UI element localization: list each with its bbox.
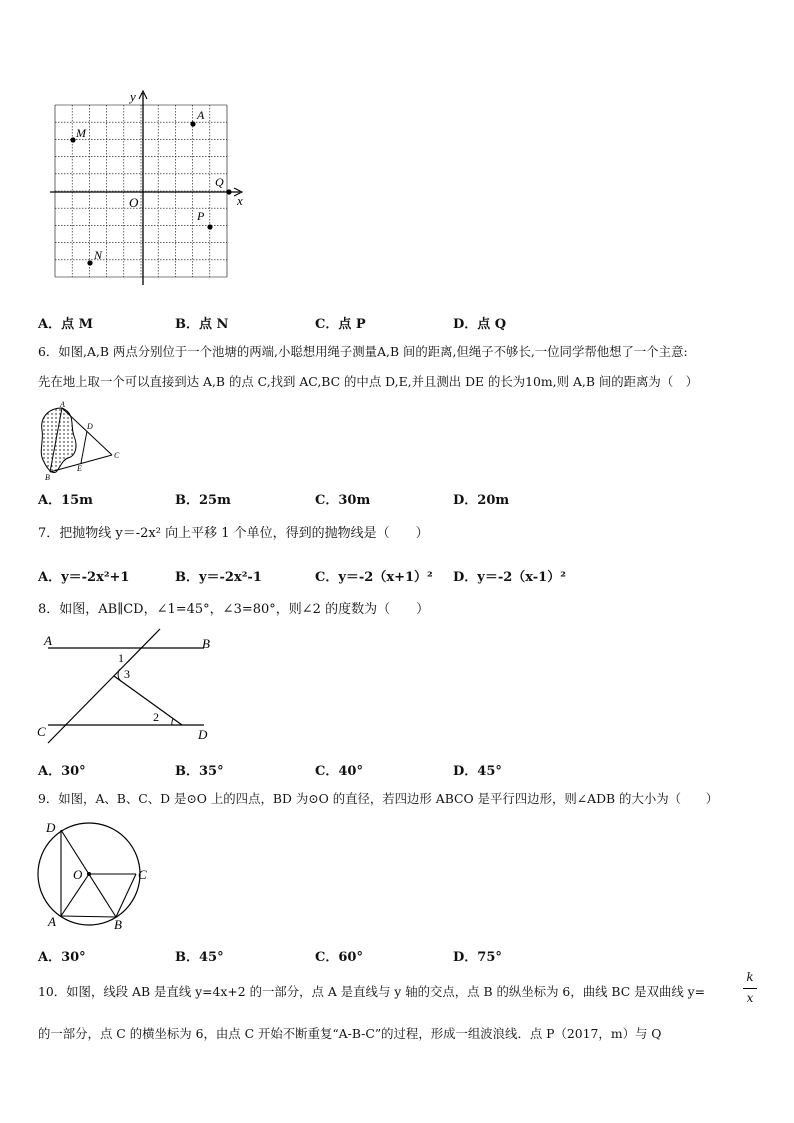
segment-ab	[61, 916, 116, 917]
q6-label-e: E	[77, 464, 82, 473]
q6-question-line-2: 先在地上取一个可以直接到达 A,B 的点 C,找到 AC,BC 的中点 D,E,并且测出 DE 的长为10m,则 A,B 间的距离为（ ）	[38, 374, 698, 389]
q5-option-b[interactable]: B．点 N	[175, 317, 229, 332]
q7-option-c[interactable]: C．y＝-2（x+1）²	[315, 570, 433, 585]
segment-de	[81, 431, 87, 463]
q6-question-line-1: 6．如图,A,B 两点分别位于一个池塘的两端,小聪想用绳子测量A,B 间的距离,但绳子不够长,一位同学帮他想了一个主意:	[38, 344, 688, 359]
point-p-dot	[207, 224, 212, 229]
origin-label: O	[129, 195, 139, 210]
q8-parallel-lines-figure	[32, 625, 217, 747]
q8-option-d[interactable]: D．45°	[453, 764, 502, 779]
q9-label-b: B	[114, 917, 122, 930]
q7-option-a[interactable]: A．y＝-2x²+1	[38, 570, 130, 585]
q6-pond-triangle-figure	[30, 400, 130, 482]
q10-question-line-2: 的一部分，点 C 的横坐标为 6，由点 C 开始不断重复“A-B-C”的过程，形成一组波浪线．点 P（2017，m）与 Q	[38, 1026, 662, 1041]
q7-option-b[interactable]: B．y＝-2x²-1	[175, 570, 262, 585]
q8-option-c[interactable]: C．40°	[315, 764, 363, 779]
point-m-dot	[70, 137, 75, 142]
q8-option-a[interactable]: A．30°	[38, 764, 86, 779]
q10-fraction-denominator: x	[746, 991, 754, 1005]
q9-option-b[interactable]: B．45°	[175, 950, 224, 965]
q9-option-d[interactable]: D．75°	[453, 950, 502, 965]
transversal	[48, 629, 160, 743]
q6-option-a[interactable]: A．15m	[38, 493, 93, 508]
q8-label-b: B	[202, 636, 210, 651]
center-dot	[87, 872, 91, 876]
point-n-dot	[87, 260, 92, 265]
q5-option-a[interactable]: A．点 M	[38, 317, 94, 332]
q8-angle-3-label: 3	[124, 667, 130, 681]
q8-angle-1-label: 1	[118, 651, 124, 665]
angle-2-arc	[172, 719, 173, 725]
pond-shape	[41, 408, 76, 473]
q6-option-c[interactable]: C．30m	[315, 493, 371, 508]
q10-question-line-1: 10．如图，线段 AB 是直线 y=4x+2 的一部分，点 A 是直线与 y 轴的交点，点 B 的纵坐标为 6，曲线 BC 是双曲线 y=	[38, 984, 706, 999]
q6-option-d[interactable]: D．20m	[453, 493, 510, 508]
q9-option-a[interactable]: A．30°	[38, 950, 86, 965]
q8-angle-2-label: 2	[153, 710, 159, 724]
q6-label-b: B	[45, 473, 50, 482]
q9-label-c: C	[138, 867, 147, 882]
q9-circle-figure	[34, 818, 154, 930]
segment-bc	[116, 874, 136, 917]
q10-fraction-bar	[743, 988, 757, 989]
point-m-label: M	[76, 126, 86, 140]
q9-label-d: D	[46, 820, 56, 835]
point-p-label: P	[197, 209, 205, 223]
q6-label-a: A	[60, 400, 65, 409]
q9-option-c[interactable]: C．60°	[315, 950, 363, 965]
q7-question-line-1: 7．把抛物线 y＝-2x² 向上平移 1 个单位，得到的抛物线是（ ）	[38, 526, 429, 541]
q5-option-c[interactable]: C．点 P	[315, 317, 366, 332]
q10-fraction-numerator: k	[746, 970, 754, 984]
q8-option-b[interactable]: B．35°	[175, 764, 224, 779]
q6-label-d: D	[87, 422, 93, 431]
q6-option-b[interactable]: B．25m	[175, 493, 231, 508]
q9-label-a: A	[48, 914, 56, 929]
point-q-label: Q	[215, 175, 224, 189]
q6-label-c: C	[114, 451, 120, 460]
q8-label-d: D	[198, 727, 208, 742]
q8-question-line-1: 8．如图，AB∥CD，∠1=45°，∠3=80°，则∠2 的度数为（ ）	[38, 602, 430, 617]
q5-coordinate-grid-figure	[40, 85, 260, 290]
point-n-label: N	[94, 248, 103, 262]
q9-label-o: O	[73, 867, 83, 882]
q5-option-d[interactable]: D．点 Q	[453, 317, 507, 332]
point-a-dot	[190, 121, 195, 126]
segment-to-cd	[114, 676, 182, 725]
x-axis-label: x	[237, 193, 243, 208]
q7-option-d[interactable]: D．y＝-2（x-1）²	[453, 570, 566, 585]
q8-label-a: A	[44, 633, 52, 648]
q8-label-c: C	[37, 724, 46, 739]
point-q-dot	[226, 189, 231, 194]
q9-question-line-1: 9．如图，A、B、C、D 是⊙O 上的四点，BD 为⊙O 的直径，若四边形 ABCO 是平行四边形，则∠ADB 的大小为（ ）	[38, 791, 719, 806]
y-axis-label: y	[130, 89, 136, 104]
point-a-label: A	[197, 108, 205, 122]
